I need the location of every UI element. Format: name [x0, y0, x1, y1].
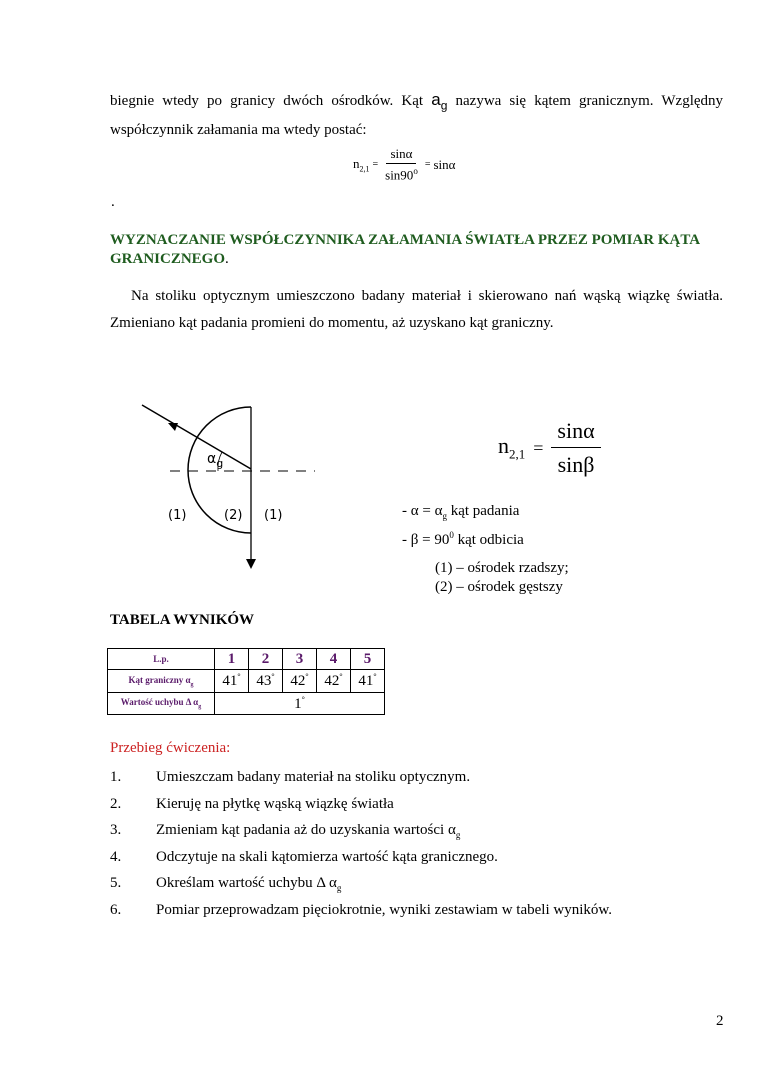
table-error-row: [108, 693, 385, 715]
header-col-2: 2: [249, 649, 283, 670]
paragraph-line-1: Na stoliku optycznym umieszczono badany materiał i skierowano nań wąską wiązkę światła.: [131, 288, 723, 304]
list-item: 6. Pomiar przeprowadzam pięciokrotnie, wyniki zestawiam w tabeli wyników.: [110, 901, 612, 918]
error-value: 1°: [215, 693, 385, 715]
table-header-row: [108, 649, 385, 670]
incident-ray: [142, 405, 251, 469]
angle-label: $\alpha_g$: [207, 451, 224, 470]
results-table: [107, 648, 385, 715]
intro-line-2: współczynnik załamania ma wtedy postać:: [110, 122, 367, 138]
section-heading: WYZNACZANIE WSPÓŁCZYNNIKA ZAŁAMANIA ŚWIATŁA PRZEZ POMIAR KĄTA GRANICZNEGO.: [110, 232, 701, 267]
ray-arrow-icon: [168, 423, 178, 431]
legend: [402, 502, 569, 597]
list-item: 5. Określam wartość uchybu Δ $\alpha_g$: [110, 875, 342, 893]
alpha-g-symbol: $a_g$: [431, 90, 448, 113]
header-col-5: 5: [351, 649, 385, 670]
refraction-diagram: [130, 395, 330, 580]
stray-dot: .: [111, 194, 115, 210]
legend-medium-2: (2) – ośrodek gęstszy: [435, 579, 563, 595]
formula2-fraction: $\frac{\sin\alpha}{\sin\beta}$: [551, 418, 600, 478]
header-label: L.p.: [108, 649, 215, 670]
formula1-fraction: $\frac{\sin\alpha}{\sin 90^o}$: [385, 146, 418, 183]
label-medium-right: (1): [264, 508, 283, 523]
header-col-4: 4: [317, 649, 351, 670]
list-item: 3. Zmieniam kąt padania aż do uzyskania wartości $\alpha_g$: [110, 822, 461, 840]
formula-limit-angle: $n_{2,1}$ = $\frac{\sin\alpha}{\sin 90^o}$ = sinα: [353, 146, 456, 183]
list-item: 4. Odczytuje na skali kątomierza wartość kąta granicznego.: [110, 848, 498, 865]
legend-medium-1: (1) – ośrodek rzadszy;: [435, 560, 569, 576]
procedure-steps: [110, 769, 730, 928]
paragraph-line-2: Zmieniano kąt padania promieni do momentu, aż uzyskano kąt graniczny.: [110, 315, 554, 331]
page-number: 2: [716, 1013, 724, 1029]
angle-value-1: 41°: [215, 670, 249, 693]
legend-beta: - $\beta = 90^0$ kąt odbicia: [402, 530, 524, 548]
arrow-down-icon: [246, 559, 256, 569]
list-item: 1. Umieszczam badany materiał na stoliku optycznym.: [110, 769, 471, 785]
angle-value-5: 41°: [351, 670, 385, 693]
procedure-title: Przebieg ćwiczenia:: [110, 740, 231, 756]
list-item: 2. Kieruję na płytkę wąską wiązkę światła: [110, 795, 394, 812]
intro-line-1: biegnie wtedy po granicy dwóch ośrodków. Kąt $a_g$ nazywa się kątem granicznym. Względny: [110, 90, 724, 113]
header-col-1: 1: [215, 649, 249, 670]
angle-value-3: 42°: [283, 670, 317, 693]
angle-value-4: 42°: [317, 670, 351, 693]
table-title: TABELA WYNIKÓW: [110, 612, 255, 628]
table-angle-row: [108, 670, 385, 693]
legend-alpha: - $\alpha = \alpha_g$ kąt padania: [402, 503, 520, 521]
label-medium-left: (1): [168, 508, 187, 523]
angle-value-2: 43°: [249, 670, 283, 693]
diagram-svg: [130, 395, 330, 580]
error-row-label: Wartość uchybu Δ $\alpha_g$: [108, 693, 215, 715]
header-col-3: 3: [283, 649, 317, 670]
angle-row-label: Kąt graniczny $\alpha_g$: [108, 670, 215, 693]
formula-refractive-index: $n_{2,1}$ = $\frac{\sin\alpha}{\sin\beta}$: [498, 418, 601, 478]
label-medium-middle: (2): [224, 508, 243, 523]
